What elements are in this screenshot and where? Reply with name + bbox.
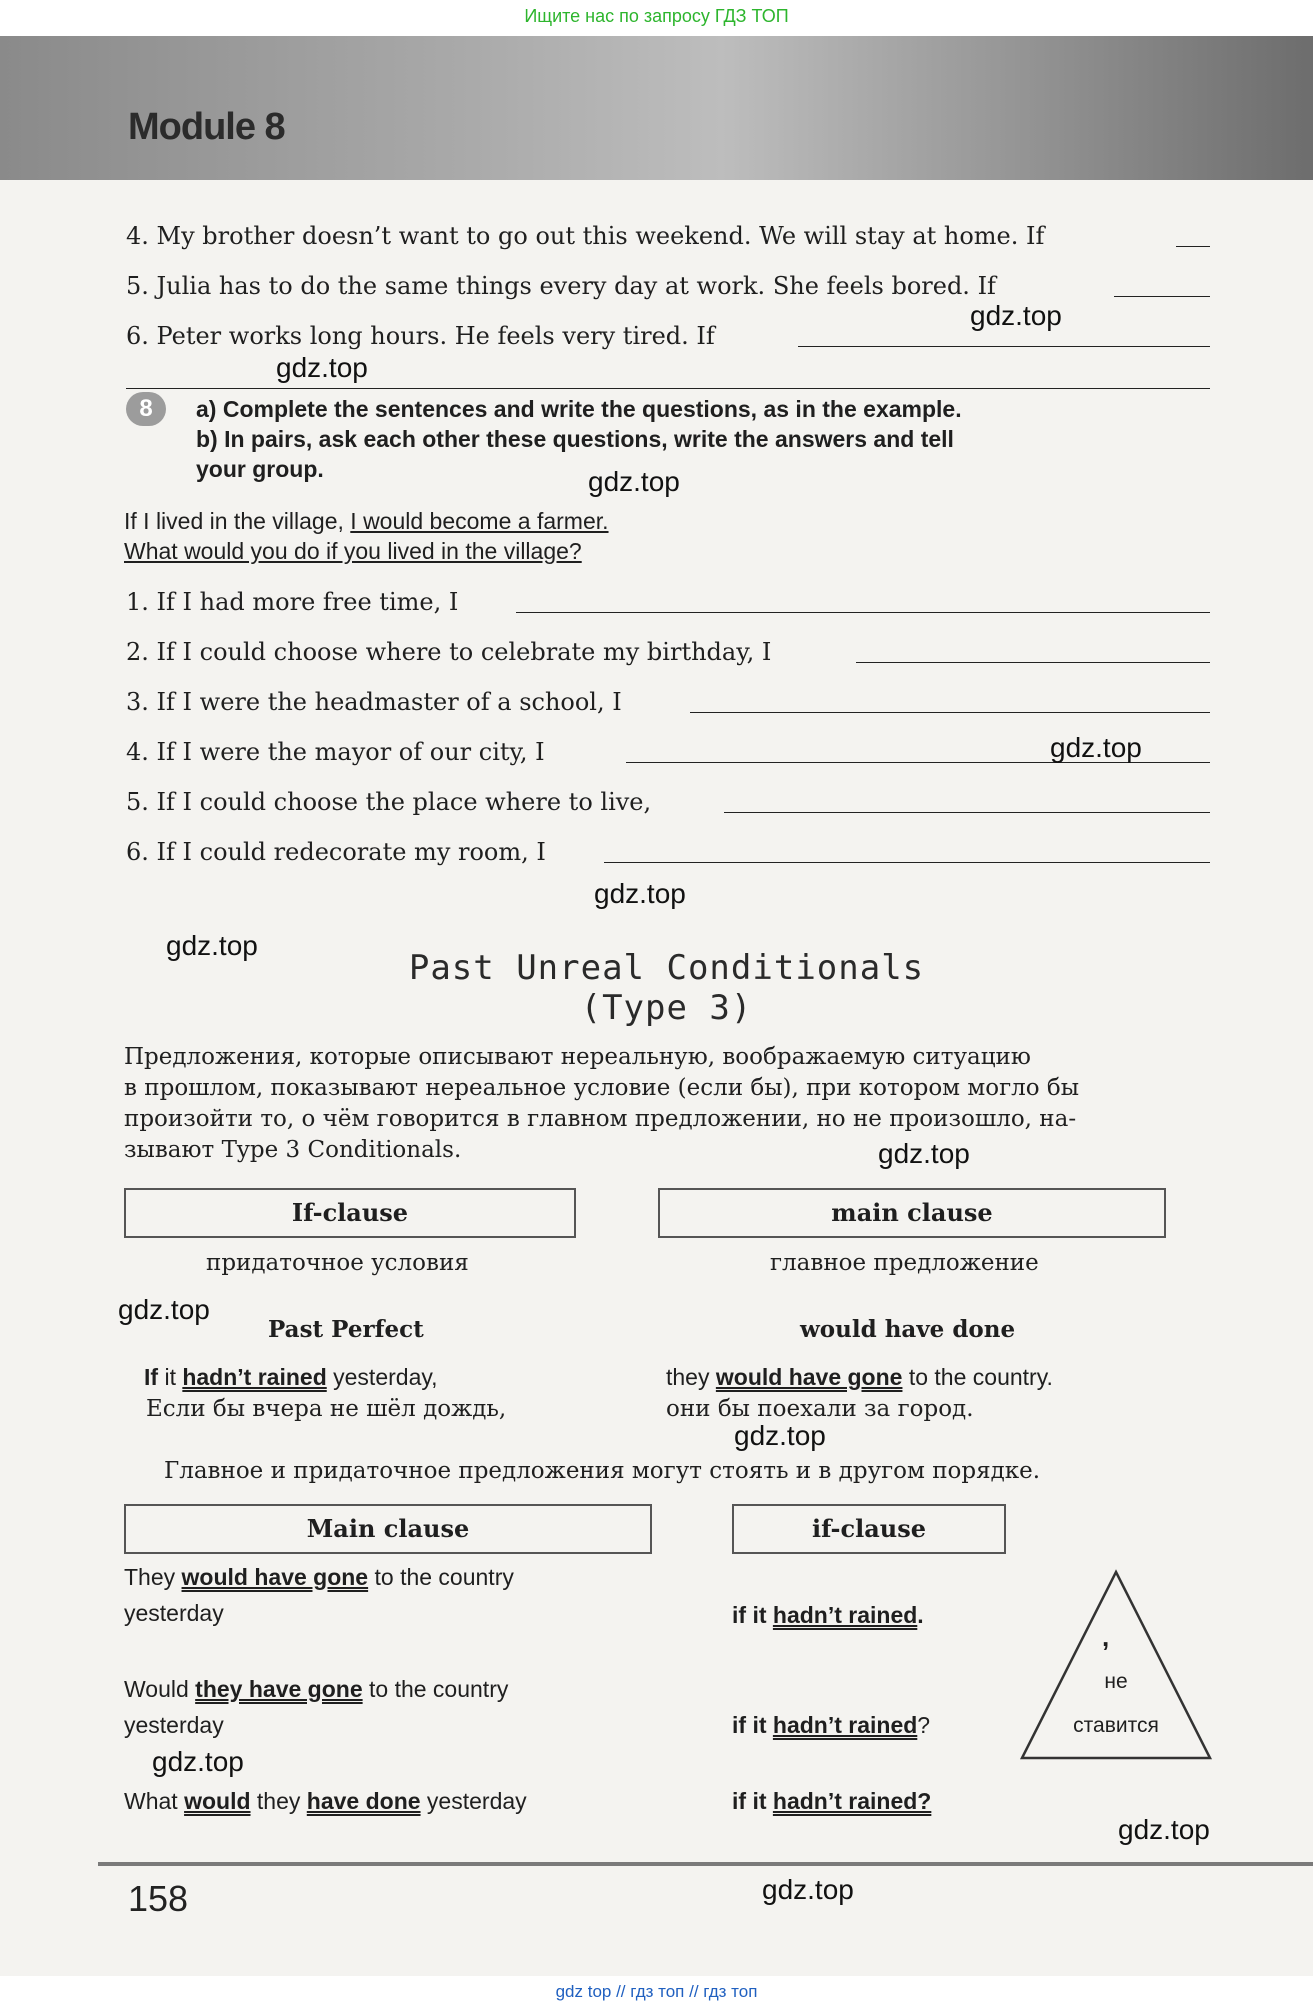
wh-question-if-clause: if it hadn’t rained? xyxy=(732,1788,932,1814)
top-banner-text[interactable]: Ищите нас по запросу ГДЗ ТОП xyxy=(524,6,789,26)
triangle-text-line1: не xyxy=(1104,1670,1128,1693)
answer-line xyxy=(126,388,1210,389)
if-clause-translation: Если бы вчера не шёл дождь, xyxy=(146,1396,507,1422)
watermark: gdz.top xyxy=(1050,732,1142,763)
triangle-text-line2: ставится xyxy=(1073,1714,1159,1737)
prev-item-6: 6. Peter works long hours. He feels very tired. If xyxy=(126,322,715,350)
exercise-item-2: 2. If I could choose where to celebrate my birthday, I xyxy=(126,638,772,666)
watermark: gdz.top xyxy=(878,1138,970,1169)
answer-line xyxy=(798,346,1210,347)
watermark: gdz.top xyxy=(594,878,686,909)
exercise-item-6: 6. If I could redecorate my room, I xyxy=(126,838,546,866)
module-title: Module 8 xyxy=(128,106,285,148)
if-clause-example: If it hadn’t rained yesterday, xyxy=(144,1364,438,1390)
answer-line xyxy=(1176,246,1210,247)
question-if-clause: if it hadn’t rained? xyxy=(732,1712,931,1738)
section-subtitle: (Type 3) xyxy=(580,988,753,1028)
answer-line xyxy=(1114,296,1210,297)
main-clause-form: would have done xyxy=(800,1316,1016,1343)
question-example-cont: yesterday xyxy=(124,1712,224,1738)
if-clause-form: Past Perfect xyxy=(268,1316,424,1343)
if-clause-header: If-clause xyxy=(124,1188,576,1238)
exercise-item-4: 4. If I were the mayor of our city, I xyxy=(126,738,545,766)
watermark: gdz.top xyxy=(588,466,680,497)
prev-item-5: 5. Julia has to do the same things every day at work. She feels bored. If xyxy=(126,272,996,300)
order-note: Главное и придаточное предложения могут стоять и в другом порядке. xyxy=(164,1458,1041,1484)
explanation-paragraph: Предложения, которые описывают нереальную, воображаемую ситуацию в прошлом, показывают нереальное условие (если бы), при котором могло бы произойти то, о чём говорится в главном предложении, но не произошло, на- зывают Type 3 Conditionals. xyxy=(124,1044,1080,1163)
watermark: gdz.top xyxy=(118,1294,210,1325)
exercise-item-5: 5. If I could choose the place where to live, xyxy=(126,788,652,816)
exercise-item-3: 3. If I were the headmaster of a school, I xyxy=(126,688,622,716)
answer-line xyxy=(856,662,1210,663)
main-clause-example: they would have gone to the country. xyxy=(666,1364,1053,1390)
section-title: Past Unreal Conditionals xyxy=(408,948,925,988)
triangle-comma: , xyxy=(1102,1622,1110,1652)
exercise-instruction-a: a) Complete the sentences and write the questions, as in the example. xyxy=(196,396,962,422)
question-example: Would they have gone to the country xyxy=(124,1676,509,1702)
if-clause-subheading: придаточное условия xyxy=(206,1250,469,1276)
watermark: gdz.top xyxy=(762,1874,854,1905)
statement-example-cont: yesterday xyxy=(124,1600,224,1626)
watermark: gdz.top xyxy=(166,930,258,961)
statement-if-clause: if it hadn’t rained. xyxy=(732,1602,924,1628)
example-sentence: If I lived in the village, I would become a farmer. xyxy=(124,508,609,534)
watermark: gdz.top xyxy=(1118,1814,1210,1845)
exercise-instruction-b-cont: your group. xyxy=(196,456,324,482)
if-clause-header-2: if-clause xyxy=(732,1504,1006,1554)
page-number: 158 xyxy=(128,1878,189,1919)
main-clause-translation: они бы поехали за город. xyxy=(666,1396,974,1422)
answer-line xyxy=(604,862,1210,863)
watermark: gdz.top xyxy=(970,300,1062,331)
bottom-banner-text[interactable]: gdz top // гдз топ // гдз топ xyxy=(555,1982,758,2001)
watermark: gdz.top xyxy=(152,1746,244,1777)
main-clause-subheading: главное предложение xyxy=(770,1250,1039,1276)
main-clause-header: main clause xyxy=(658,1188,1166,1238)
watermark: gdz.top xyxy=(734,1420,826,1451)
answer-line xyxy=(690,712,1210,713)
exercise-item-1: 1. If I had more free time, I xyxy=(126,588,459,616)
answer-line xyxy=(516,612,1210,613)
main-clause-header-2: Main clause xyxy=(124,1504,652,1554)
exercise-number-badge: 8 xyxy=(126,392,166,426)
exercise-instruction-b: b) In pairs, ask each other these questions, write the answers and tell xyxy=(196,426,954,452)
statement-example: They would have gone to the country xyxy=(124,1564,514,1590)
prev-item-4: 4. My brother doesn’t want to go out this weekend. We will stay at home. If xyxy=(126,222,1045,250)
wh-question-example: What would they have done yesterday xyxy=(124,1788,527,1814)
footer-divider xyxy=(98,1862,1313,1866)
example-question: What would you do if you lived in the village? xyxy=(124,538,582,564)
answer-line xyxy=(724,812,1210,813)
watermark: gdz.top xyxy=(276,352,368,383)
